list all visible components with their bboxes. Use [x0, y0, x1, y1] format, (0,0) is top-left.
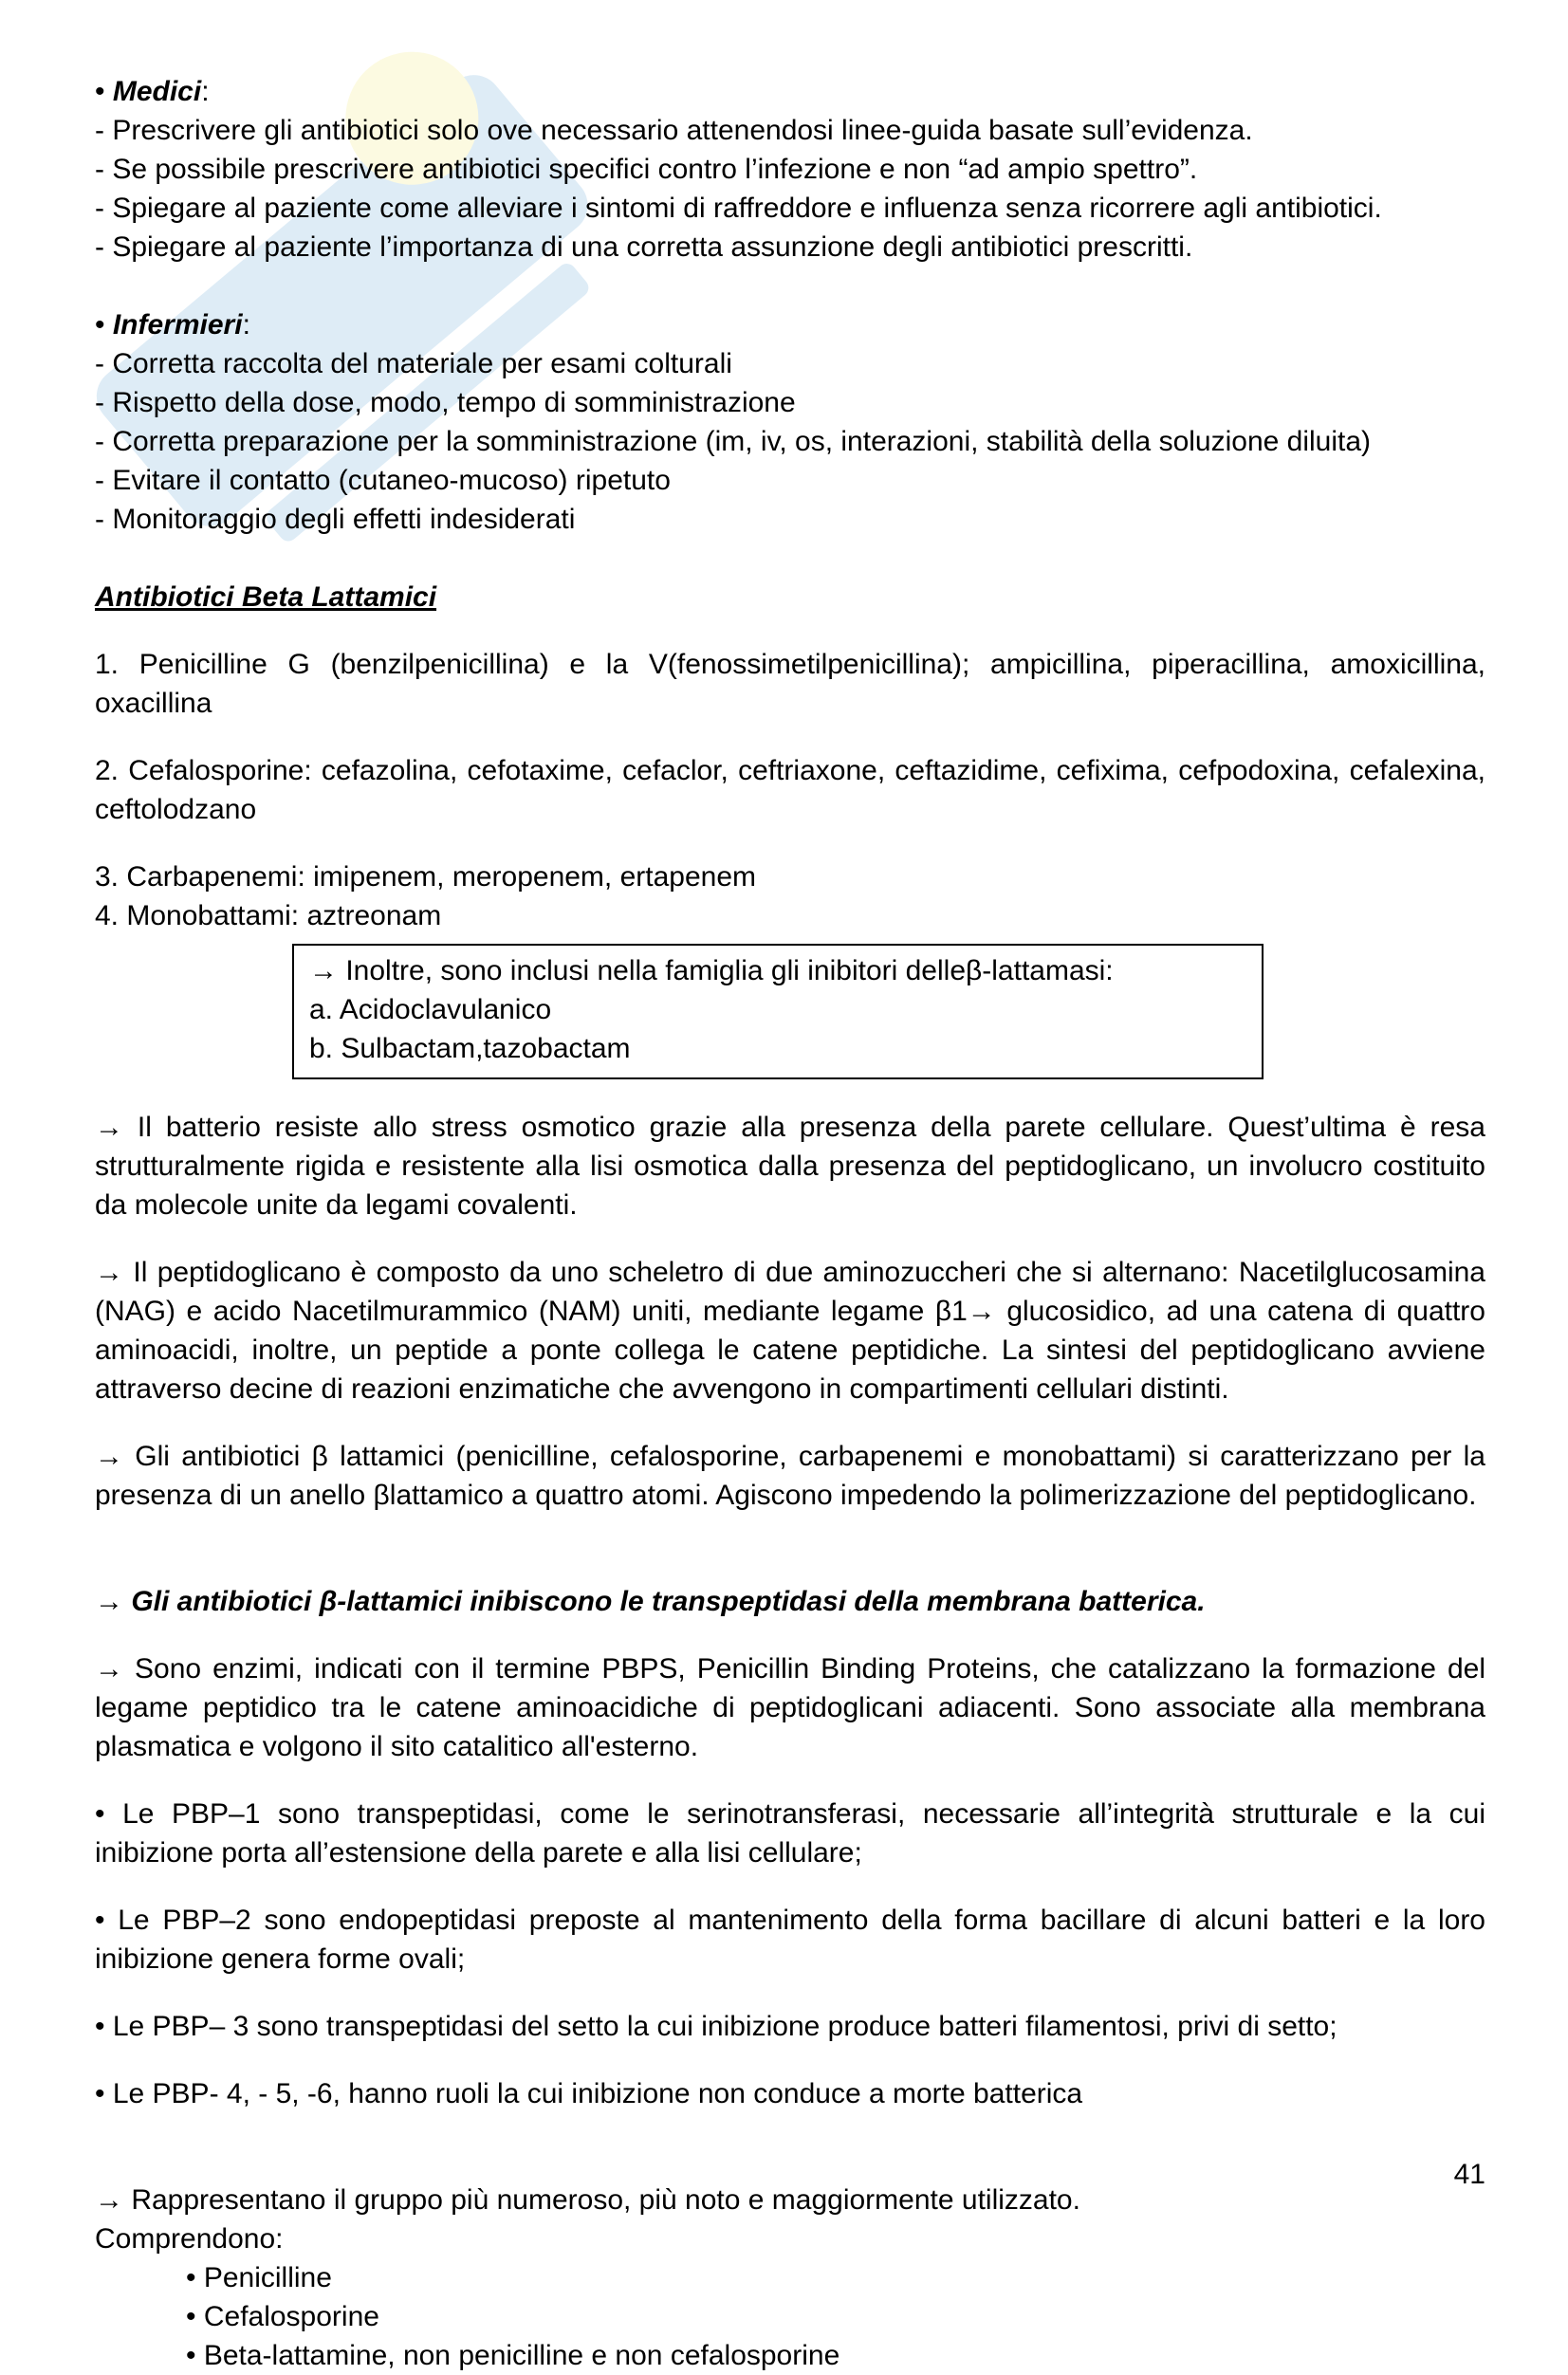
- box-line-1: → Inoltre, sono inclusi nella famiglia gli inibitori delleβ-lattamasi:: [309, 955, 1114, 986]
- pbp-2: • Le PBP–2 sono endopeptidasi preposte al mantenimento della forma bacillare di alcuni batteri e la loro inibizione genera forme ovali;: [95, 1905, 1485, 1975]
- infermieri-line-4: - Evitare il contatto (cutaneo-mucoso) ripetuto: [95, 465, 671, 496]
- beta-item-1: 1. Penicilline G (benzilpenicillina) e la V(fenossimetilpenicillina); ampicillina, piperacillina, amoxicillina, oxacillina: [95, 649, 1485, 719]
- beta-item-4: 4. Monobattami: aztreonam: [95, 900, 442, 931]
- box-line-3: b. Sulbactam,tazobactam: [309, 1033, 631, 1064]
- paragraph-pbps: → Sono enzimi, indicati con il termine PBPS, Penicillin Binding Proteins, che catalizzano la formazione del legame peptidico tra le catene aminoacidiche di peptidoglicani adiacenti. Sono associate alla membrana plasmatica e volgono il sito catalitico all'esterno.: [95, 1653, 1485, 1762]
- infermieri-heading: • Infermieri:: [95, 309, 250, 341]
- page-number: 41: [1453, 2159, 1485, 2190]
- list-item: • Beta-lattamine, non penicilline e non cefalosporine: [186, 2340, 840, 2371]
- medici-heading: • Medici:: [95, 76, 210, 107]
- list-item: • Cefalosporine: [186, 2301, 379, 2332]
- beta-item-3: 3. Carbapenemi: imipenem, meropenem, ertapenem: [95, 861, 757, 893]
- infermieri-line-1: - Corretta raccolta del materiale per esami colturali: [95, 348, 732, 379]
- infermieri-line-5: - Monitoraggio degli effetti indesiderati: [95, 504, 576, 535]
- beta-item-2: 2. Cefalosporine: cefazolina, cefotaxime, cefaclor, ceftriaxone, ceftazidime, cefixima, cefpodoxina, cefalexina, ceftolodzano: [95, 755, 1485, 825]
- transpeptidasi-heading: → Gli antibiotici β-lattamici inibiscono le transpeptidasi della membrana batterica.: [95, 1586, 1206, 1617]
- medici-line-2: - Se possibile prescrivere antibiotici specifici contro l’infezione e non “ad ampio spettro”.: [95, 154, 1198, 185]
- document-page: [95, 72, 1485, 2375]
- pbp-3: • Le PBP– 3 sono transpeptidasi del setto la cui inibizione produce batteri filamentosi, privi di setto;: [95, 2011, 1337, 2042]
- list-item: • Penicilline: [186, 2262, 332, 2293]
- inhibitors-box: [292, 944, 1264, 1079]
- medici-line-1: - Prescrivere gli antibiotici solo ove necessario attenendosi linee-guida basate sull’evidenza.: [95, 115, 1253, 146]
- medici-line-4: - Spiegare al paziente l’importanza di una corretta assunzione degli antibiotici prescritti.: [95, 231, 1193, 263]
- pbp-4-5-6: • Le PBP- 4, - 5, -6, hanno ruoli la cui inibizione non conduce a morte batterica: [95, 2078, 1083, 2109]
- paragraph-peptidoglicano: → Il peptidoglicano è composto da uno scheletro di due aminozuccheri che si alternano: Nacetilglucosamina (NAG) e acido Nacetilmurammico (NAM) uniti, mediante legame β1→ glucosidico, ad una catena di quattro aminoacidi, inoltre, un peptide a ponte collega le catene peptidiche. La sintesi del peptidoglicano avviene attraverso decine di reazioni enzimatiche che avvengono in compartimenti cellulari distinti.: [95, 1257, 1485, 1405]
- paragraph-parete: → Il batterio resiste allo stress osmotico grazie alla presenza della parete cellulare. Quest’ultima è resa strutturalmente rigida e resistente alla lisi osmotica dalla presenza del peptidoglicano, un involucro costituito da molecole unite da legami covalenti.: [95, 1112, 1485, 1221]
- infermieri-line-2: - Rispetto della dose, modo, tempo di somministrazione: [95, 387, 796, 418]
- pbp-1: • Le PBP–1 sono transpeptidasi, come le serinotransferasi, necessarie all’integrità strutturale e la cui inibizione porta all’estensione della parete e alla lisi cellulare;: [95, 1798, 1485, 1869]
- comprendono-label: Comprendono:: [95, 2223, 284, 2255]
- section-title: Antibiotici Beta Lattamici: [95, 581, 437, 613]
- paragraph-beta-lattamici: → Gli antibiotici β lattamici (penicilline, cefalosporine, carbapenemi e monobattami) si caratterizzano per la presenza di un anello βlattamico a quattro atomi. Agiscono impedendo la polimerizzazione del peptidoglicano.: [95, 1441, 1485, 1511]
- box-line-2: a. Acidoclavulanico: [309, 994, 552, 1025]
- medici-line-3: - Spiegare al paziente come alleviare i sintomi di raffreddore e influenza senza ricorrere agli antibiotici.: [95, 193, 1382, 224]
- infermieri-line-3: - Corretta preparazione per la somministrazione (im, iv, os, interazioni, stabilità della soluzione diluita): [95, 426, 1372, 457]
- gruppo-intro: → Rappresentano il gruppo più numeroso, più noto e maggiormente utilizzato.: [95, 2184, 1080, 2216]
